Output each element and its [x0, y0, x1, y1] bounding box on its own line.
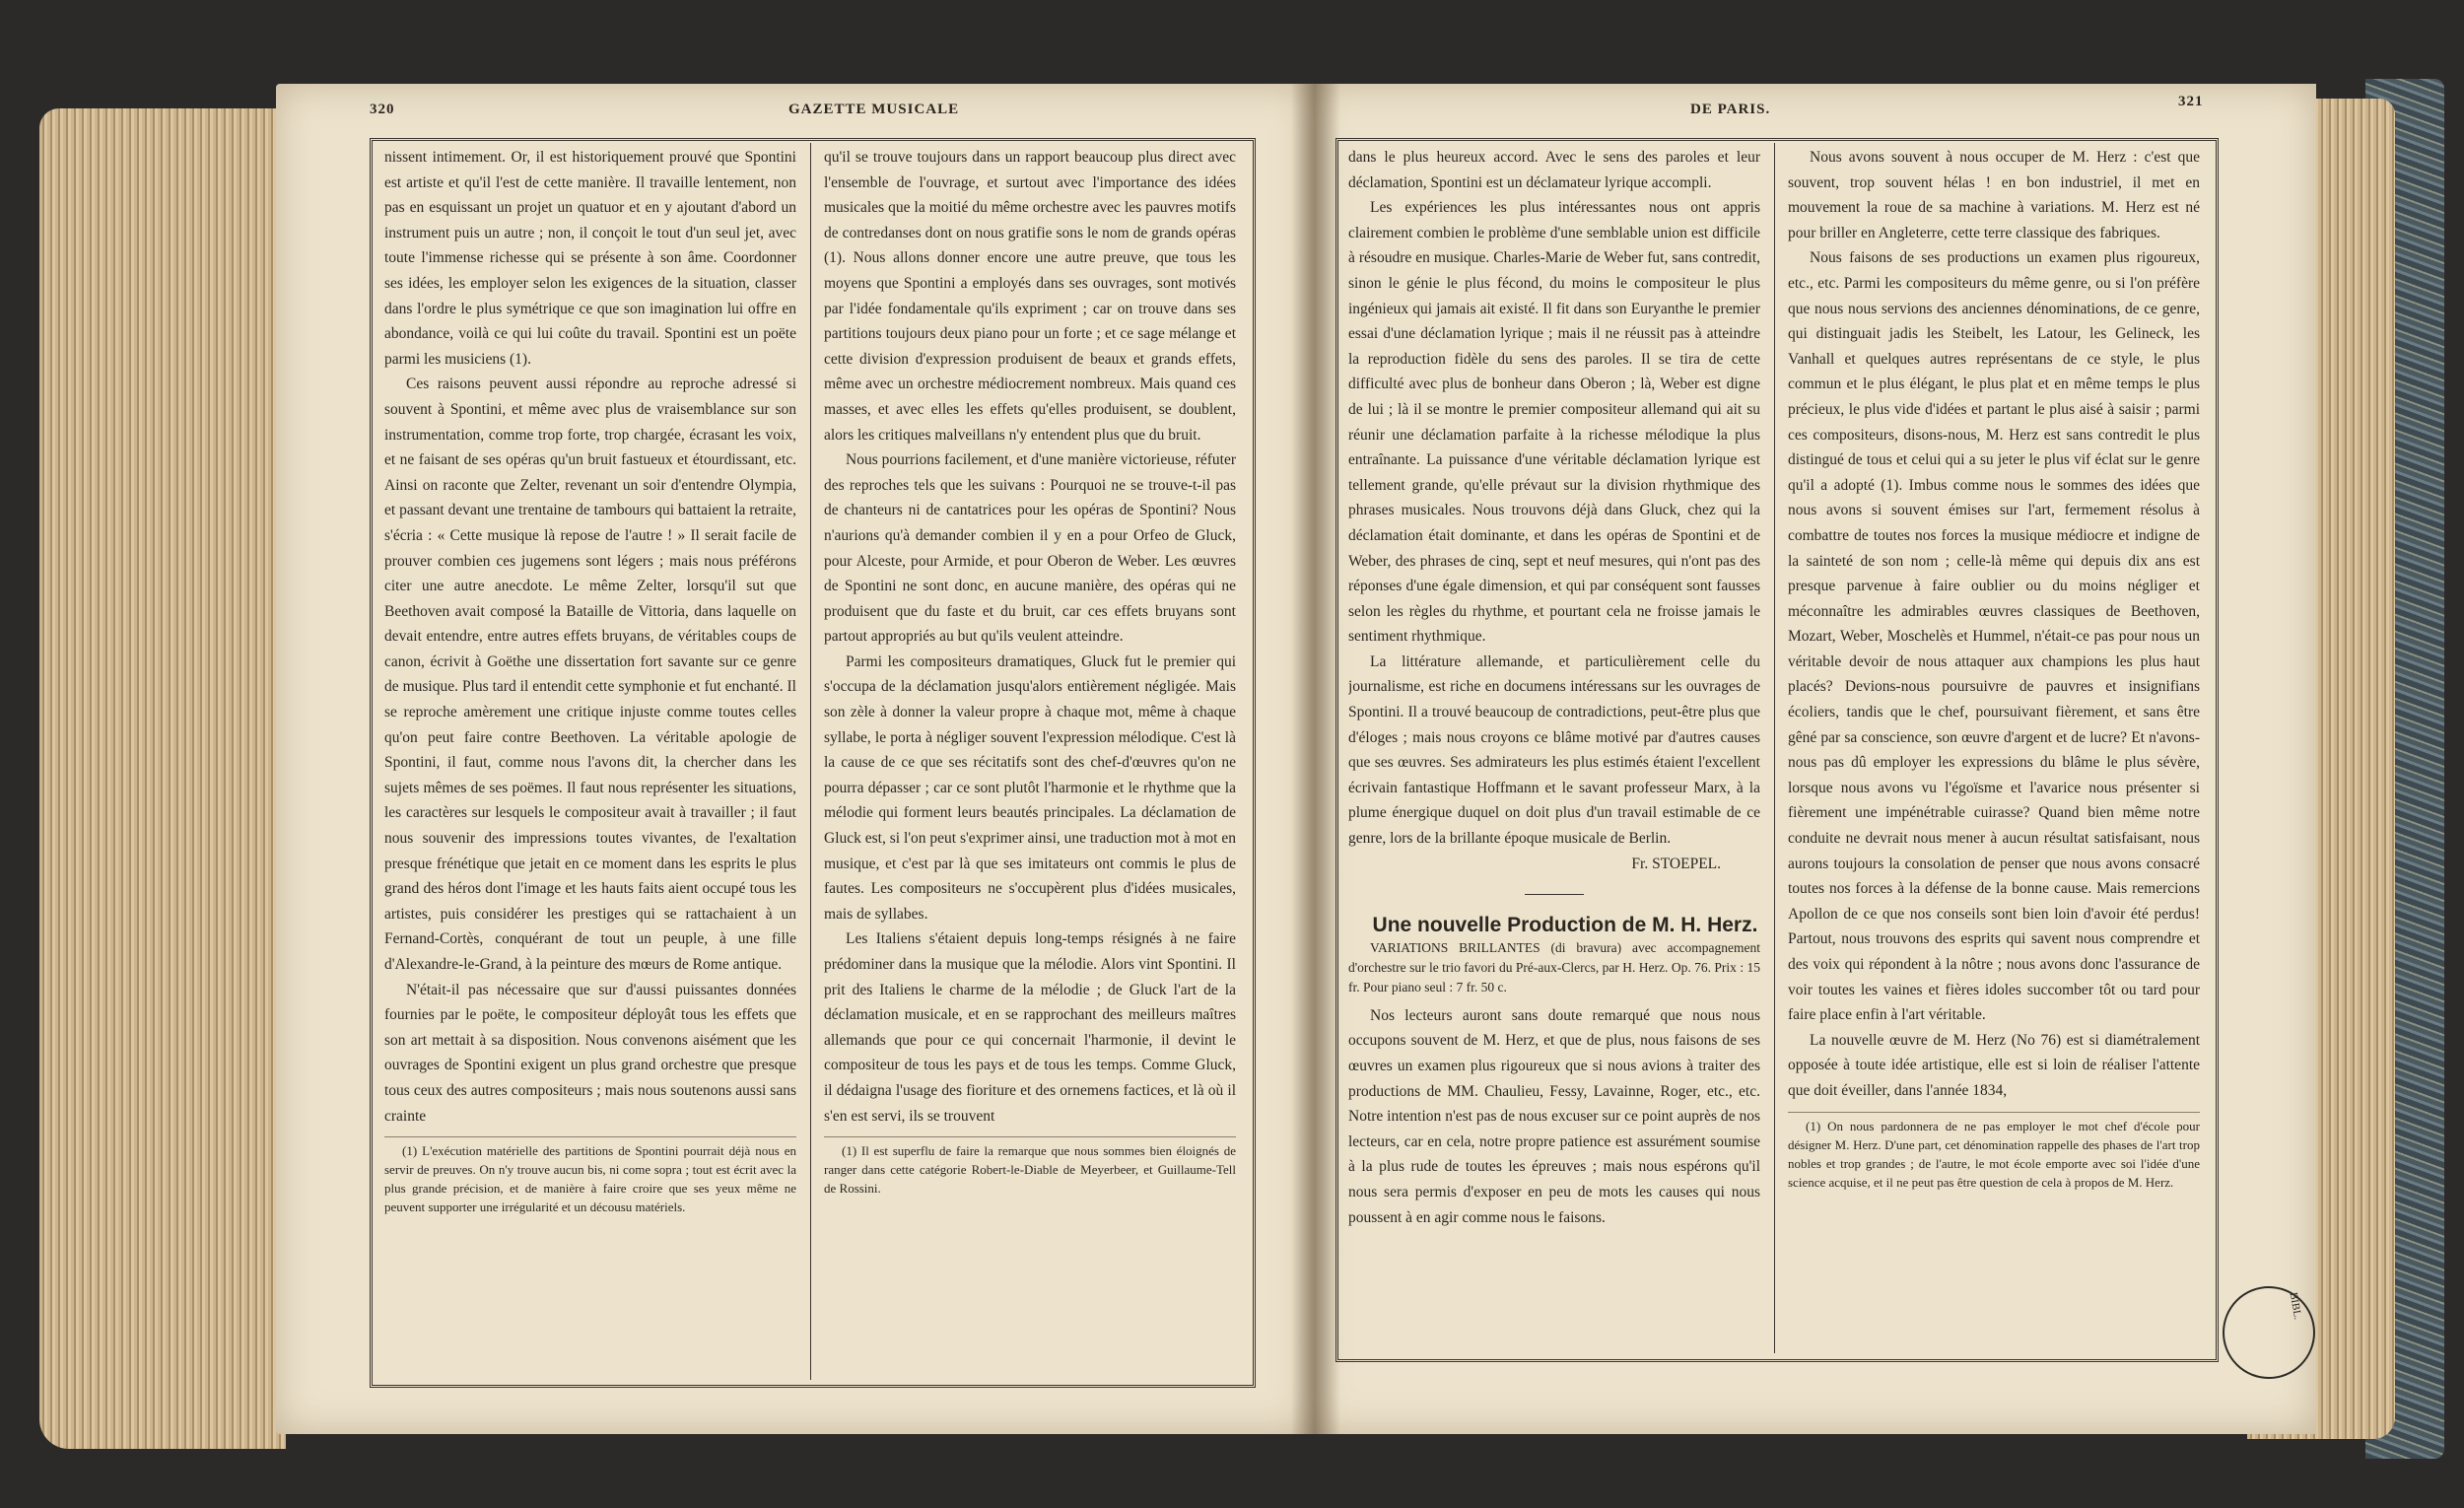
paragraph: Nous avons souvent à nous occuper de M. Herz : c'est que souvent, trop souvent hélas ! en bon industriel, il met en mouvement la roue de sa machine à variations. M. Herz est né pour briller en Angleterre, cette terre classique des fabriques.	[1788, 149, 2200, 241]
left-page-number: 320	[370, 102, 395, 117]
right-page	[1311, 84, 2316, 1434]
footnote-text: (1) L'exécution matérielle des partitions de Spontini pourrait déjà nous en servir de preuves. On n'y trouve aucun bis, ni come sopra ; tout est écrit avec la plus grande précision, et de manière à faire croire que ses yeux même ne peuvent supporter une irrégularité et un décousu matériels.	[384, 1143, 796, 1215]
left-page-edges	[39, 108, 286, 1449]
author-signature: Fr. STOEPEL.	[1631, 855, 1721, 872]
section-subtitle: VARIATIONS BRILLANTES (di bravura) avec accompagnement d'orchestre sur le trio favori du Pré-aux-Clercs, par H. Herz. Op. 76. Prix : 15 fr. Pour piano seul : 7 fr. 50 c.	[1348, 939, 1760, 994]
left-column-rule	[810, 143, 811, 1380]
paragraph: Nous pourrions facilement, et d'une manière victorieuse, réfuter des reproches tels que les suivans : Pourquoi ne se trouve-t-il pas de chanteurs ni de cantatrices pour les opéras de Spontini? Nous n'aurions qu'à demander combien il y en a pour Orfeo de Gluck, pour Alceste, pour Armide, et pour Oberon de Weber. Les œuvres de Spontini ne sont donc, en aucune manière, des opéras qui ne produisent que du faste et du bruit, car ces effets bruyans sont partout appropriés au but qu'ils veulent atteindre.	[824, 451, 1236, 646]
paragraph: La nouvelle œuvre de M. Herz (No 76) est si diamétralement opposée à toute idée artistique, elle est si loin de réaliser l'attente que doit éveiller, dans l'année 1834,	[1788, 1031, 2200, 1099]
right-page-column-1	[1348, 145, 1760, 1352]
footnote-text: (1) On nous pardonnera de ne pas employer le mot chef d'école pour désigner M. Herz. D'une part, cet dénomination rappelle des phases de l'art trop nobles et trop grandes ; de l'autre, le mot école emporte avec soi l'idée d'une science acquise, et il ne peut pas être question de cela à propos de M. Herz.	[1788, 1118, 2200, 1190]
footnote-text: (1) Il est superflu de faire la remarque que nous sommes bien éloignés de ranger dans cette catégorie Robert-le-Diable de Meyerbeer, et Guillaume-Tell de Rossini.	[824, 1143, 1236, 1197]
library-stamp	[2223, 1286, 2315, 1379]
right-running-head: DE PARIS.	[1690, 102, 1771, 117]
paragraph: qu'il se trouve toujours dans un rapport beaucoup plus direct avec l'ensemble de l'ouvrage, et surtout avec l'importance des idées musicales que la moitié du même orchestre avec les pauvres motifs de contredanses dont on nous gratifie sons le nom de grands opéras (1). Nous allons donner encore une autre preuve, que tous les moyens que Spontini a employés dans ses ouvrages, sont motivés par l'idée fondamentale qu'ils expriment ; car on trouve dans ses partitions toujours deux piano pour un forte ; et ce sage mélange et cette division d'expression produisent de beaux et grands effets, même avec un orchestre médiocrement nombreux. Mais quand ces masses, et avec elles les effets qu'elles produisent, se doublent, alors les critiques malveillans n'y entendent plus que du bruit.	[824, 149, 1236, 444]
footnote	[824, 1136, 1236, 1198]
left-page-column-1	[384, 145, 796, 1377]
paragraph: Nous faisons de ses productions un examen plus rigoureux, etc., etc. Parmi les compositeurs du même genre, ou si l'on préfère que nous nous servions des anciennes dénominations, de ce genre, qui distinguait jadis les Steibelt, les Latour, les Gelineck, les Vanhall et quelques autres représentans de ce style, le plus commun et le plus élégant, le plus plat et en même temps le plus précieux, le plus vide d'idées et partant le plus aisé à saisir ; parmi ces compositeurs, disons-nous, M. Herz est sans contredit le plus distingué de tous et celui qui a su jeter le plus vif éclat sur le genre qu'il a adopté (1). Imbus comme nous le sommes des idées que nous avons si souvent émises sur l'art, fermement résolus à combattre de toutes nos forces la musique médiocre et indigne de la sainteté de son nom ; celle-là même qui depuis dix ans est presque parvenue à faire oublier ou du moins négliger et méconnaître les admirables œuvres classiques de Beethoven, Mozart, Weber, Moschelès et Hummel, n'était-ce pas pour nous un véritable devoir de nous attaquer aux champions les plus haut placés? Devions-nous poursuivre de pauvres et insignifians écoliers, tandis que le chef, poursuivant fièrement, et sans être gêné par sa conscience, son œuvre d'argent et de lucre? Et n'avons-nous pas dû employer les expressions du blâme le plus sévère, lorsque nous avons vu l'égoïsme et l'avarice nous présenter si fièrement une impénétrable cuirasse? Quand bien même notre conduite ne devrait nous mener à aucun résultat satisfaisant, nous aurons toujours la consolation de penser que nous avons consacré toutes nos forces à la défense de la bonne cause. Mais remercions Apollon de ce que nos conseils sont bien loin d'avoir été perdus! Partout, nous trouvons des esprits qui savent nous comprendre et des voix qui répondent à la nôtre ; nous avons donc l'assurance de voir toutes les vaines et fières idoles succomber tôt ou tard pour faire place enfin à l'art véritable.	[1788, 249, 2200, 1024]
section-title: Une nouvelle Production de M. H. Herz.	[1372, 914, 1758, 937]
footnote	[1788, 1112, 2200, 1192]
left-running-head: GAZETTE MUSICALE	[788, 102, 960, 117]
right-column-rule	[1774, 143, 1775, 1353]
right-page-number: 321	[2178, 94, 2204, 109]
open-book	[39, 69, 2444, 1469]
paragraph: Les expériences les plus intéressantes nous ont appris clairement combien le problème d'une semblable union est difficile à résoudre en musique. Charles-Marie de Weber fut, sans contredit, sinon le génie le plus fécond, du moins le compositeur le plus ingénieux qui jamais ait existé. Il fit dans son Euryanthe le premier essai d'une déclamation lyrique ; mais il ne réussit pas à atteindre la reproduction fidèle du sens des paroles. Il se tira de cette difficulté avec plus de bonheur dans Oberon ; là, Weber est digne de lui ; là il se montre le premier compositeur allemand qui ait su réunir une déclamation parfaite à la richesse mélodique la plus entraînante. La puissance d'une véritable déclamation lyrique est tellement grande, qu'elle prévaut sur la division rhythmique des phrases musicales. Nous trouvons déjà dans Gluck, chez qui la déclamation était dominante, et dans les opéras de Spontini et de Weber, des phrases de cinq, sept et neuf mesures, qui n'ont pas des réponses d'une égale dimension, et qui par conséquent sont fausses selon les règles du rhythme, et pourtant cela ne froisse jamais le sentiment rhythmique.	[1348, 199, 1760, 646]
paragraph: Parmi les compositeurs dramatiques, Gluck fut le premier qui s'occupa de la déclamation jusqu'alors entièrement négligée. Mais son zèle à donner la valeur propre à chaque mot, même à chaque syllabe, le porta à négliger souvent l'expression mélodique. C'est là la cause de ce que ses récitatifs sont des chef-d'œuvres qu'on ne pourra dépasser ; car ce sont plutôt l'harmonie et le rhythme que la mélodie qui forment leurs beautés principales. La déclamation de Gluck est, si l'on peut s'exprimer ainsi, une traduction mot à mot en musique, et c'est par là que ses imitateurs ont commis le plus de fautes. Les compositeurs ne s'occupèrent plus d'idées musicales, mais de syllabes.	[824, 652, 1236, 923]
paragraph: nissent intimement. Or, il est historiquement prouvé que Spontini est artiste et qu'il l'est de cette manière. Il travaille lentement, non pas en esquissant un projet un quatuor et en y ajoutant d'abord un instrument puis un autre ; non, il conçoit le tout d'un seul jet, avec toute l'immense richesse qui se présente à son âme. Coordonner ses idées, les employer selon les exigences de la situation, classer dans l'ordre le plus symétrique ce que son imagination lui offre en abondance, voilà ce qui lui coûte du travail. Spontini est un poëte parmi les musiciens (1).	[384, 149, 796, 368]
book-gutter	[1291, 84, 1340, 1434]
paragraph: dans le plus heureux accord. Avec le sens des paroles et leur déclamation, Spontini est un déclamateur lyrique accompli.	[1348, 149, 1760, 191]
footnote	[384, 1136, 796, 1216]
paragraph: La littérature allemande, et particulièrement celle du journalisme, est riche en documens intéressans sur les ouvrages de Spontini. Il a trouvé beaucoup de contradictions, peut-être plus que d'éloges ; mais nous croyons ce blâme motivé par d'autres causes que ses œuvres. Ses admirateurs les plus estimés étaient l'excellent écrivain fantastique Hoffmann et le savant professeur Marx, à la plume énergique duquel on doit plus d'un travail estimable de ce genre, lors de la brillante époque musicale de Berlin.	[1348, 652, 1760, 848]
paragraph: N'était-il pas nécessaire que sur d'aussi puissantes données fournies par le poëte, le compositeur déployât tous les effets que son art mettait à sa disposition. Nous convenons aisément que les ouvrages de Spontini exigent un plus grand orchestre que presque tous ceux des autres compositeurs ; mais nous soutenons aussi sans crainte	[384, 981, 796, 1125]
paragraph: Les Italiens s'étaient depuis long-temps résignés à ne faire prédominer dans la musique que la mélodie. Alors vint Spontini. Il prit des Italiens le charme de la mélodie ; de Gluck l'art de la déclamation musicale, et en se rapprochant des meilleurs maîtres allemands que pour ce qui concernait l'harmonie, il devint le compositeur de tous les pays et de tous les temps. Comme Gluck, il dédaigna l'usage des fioriture et des ornemens factices, et là où il s'en est servi, ils se trouvent	[824, 930, 1236, 1125]
left-page	[276, 84, 1311, 1434]
stamp-text: BIBL.	[2287, 1291, 2304, 1321]
right-page-column-2	[1788, 145, 2200, 1352]
section-divider	[1525, 894, 1584, 895]
paragraph: Nos lecteurs auront sans doute remarqué que nous nous occupons souvent de M. Herz, et que de plus, nous faisons de ses œuvres un examen plus rigoureux que si nous avions à traiter des productions de MM. Chaulieu, Fessy, Lavainne, Roger, etc., etc. Notre intention n'est pas de nous excuser sur ce point auprès de nos lecteurs, car en cela, notre propre patience est assurément soumise à la plus rude de toutes les épreuves ; mais nous espérons qu'il nous sera permis d'exposer en peu de mots les causes qui nous poussent à en agir comme nous le faisons.	[1348, 1006, 1760, 1226]
left-page-column-2	[824, 145, 1236, 1377]
paragraph: Ces raisons peuvent aussi répondre au reproche adressé si souvent à Spontini, et même avec plus de vraisemblance sur son instrumentation, comme trop forte, trop chargée, écrasant les voix, et ne faisant de ses opéras qu'un bruit fastueux et étourdissant, etc. Ainsi on raconte que Zelter, revenant un soir d'entendre Olympia, et passant devant une trentaine de tambours qui battaient la retraite, s'écria : « Cette musique là repose de l'autre ! » Il serait facile de prouver combien ces jugemens sont légers ; mais nous préférons citer une autre anecdote. Le même Zelter, lorsqu'il sut que Beethoven avait composé la Bataille de Vittoria, dans laquelle on devait entendre, entre autres effets bruyans, de véritables coups de canon, écrivit à Goëthe une dissertation fort savante sur ce genre de musique. Plus tard il entendit cette symphonie et fut enchanté. Il se reproche amèrement une critique injuste comme toutes celles qu'on peut faire contre Beethoven. La véritable apologie de Spontini, il faut, comme nous l'avons dit, la chercher dans les sujets mêmes de ses poëmes. Il faut nous représenter les situations, les caractères sur lesquels le compositeur avait à travailler ; il faut nous souvenir des impressions toutes vivantes, de l'exaltation presque frénétique que jetait en ce moment dans les esprits le plus grand des héros dont l'image et les hauts faits aient occupé tous les artistes, puis considérer les prestiges qui se rattachaient à un Fernand-Cortès, conquérant de tout un peuple, à une fille d'Alexandre-le-Grand, à la peinture des mœurs de Rome antique.	[384, 376, 796, 973]
